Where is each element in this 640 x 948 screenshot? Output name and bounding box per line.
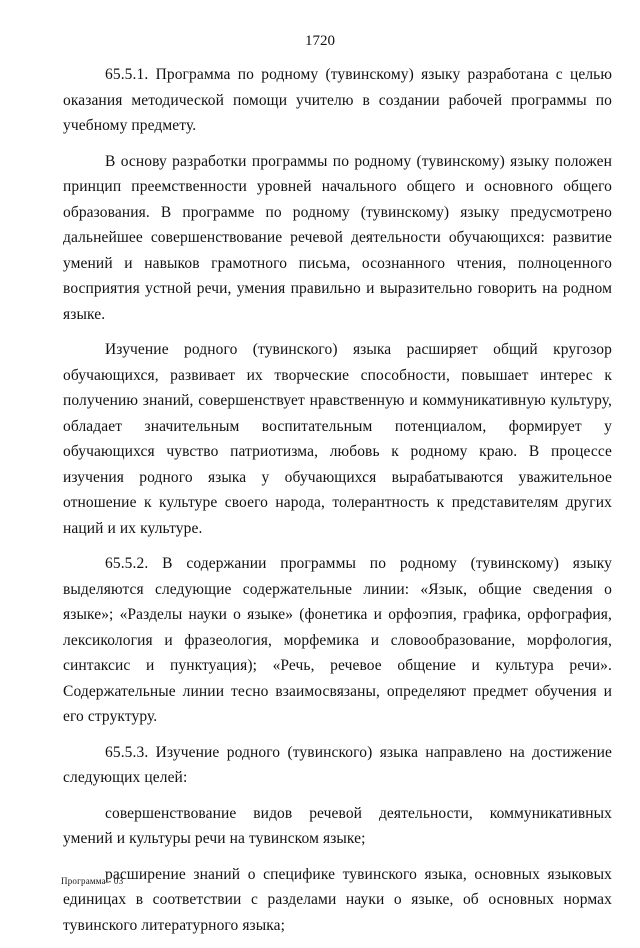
document-body (63, 62, 612, 948)
paragraph-goal-speech-activity: совершенствование видов речевой деятельности, коммуникативных умений и культуры речи на тувинском языке; (63, 804, 612, 847)
page-footer: Программа - 03 (61, 876, 124, 886)
page-number: 1720 (305, 33, 335, 49)
paragraph-65-5-3: 65.5.3. Изучение родного (тувинского) языка направлено на достижение следующих целей: (63, 743, 612, 786)
paragraph-65-5-1: 65.5.1. Программа по родному (тувинскому) языку разработана с целью оказания методической помощи учителю в создании рабочей программы по учебному предмету. (63, 66, 612, 134)
paragraph-program-basis: В основу разработки программы по родному (тувинскому) языку положен принцип преемственности уровней начального общего и основного общего образования. В программе по родному (тувинскому) языку предусмотрено дальнейшее совершенствование речевой деятельности обучающихся: развитие умений и навыков грамотного письма, осознанного чтения, полноценного восприятия устной речи, умения правильно и выразительно говорить на родном языке. (63, 152, 612, 323)
paragraph-65-5-2: 65.5.2. В содержании программы по родному (тувинскому) языку выделяются следующие содержательные линии: «Язык, общие сведения о языке»; «Разделы науки о языке» (фонетика и орфоэпия, графика, орфография, лексикология и фразеология, морфемика и словообразование, морфология, синтаксис и пунктуация); «Речь, речевое общение и культура речи». Содержательные линии тесно взаимосвязаны, определяют предмет обучения и его структуру. (63, 555, 612, 725)
paragraph-study-benefits: Изучение родного (тувинского) языка расширяет общий кругозор обучающихся, развивает их творческие способности, повышает интерес к получению знаний, совершенствует нравственную и коммуникативную культуру, обладает значительным воспитательным потенциалом, формирует у обучающихся чувство патриотизма, любовь к родному краю. В процессе изучения родного языка у обучающихся вырабатываются уважительное отношение к культуре своего народа, толерантность к представителям других наций и их культуре. (63, 341, 612, 537)
paragraph-goal-language-knowledge: расширение знаний о специфике тувинского языка, основных языковых единицах в соответствии с разделами науки о языке, об основных нормах тувинского литературного языка; (63, 865, 612, 934)
